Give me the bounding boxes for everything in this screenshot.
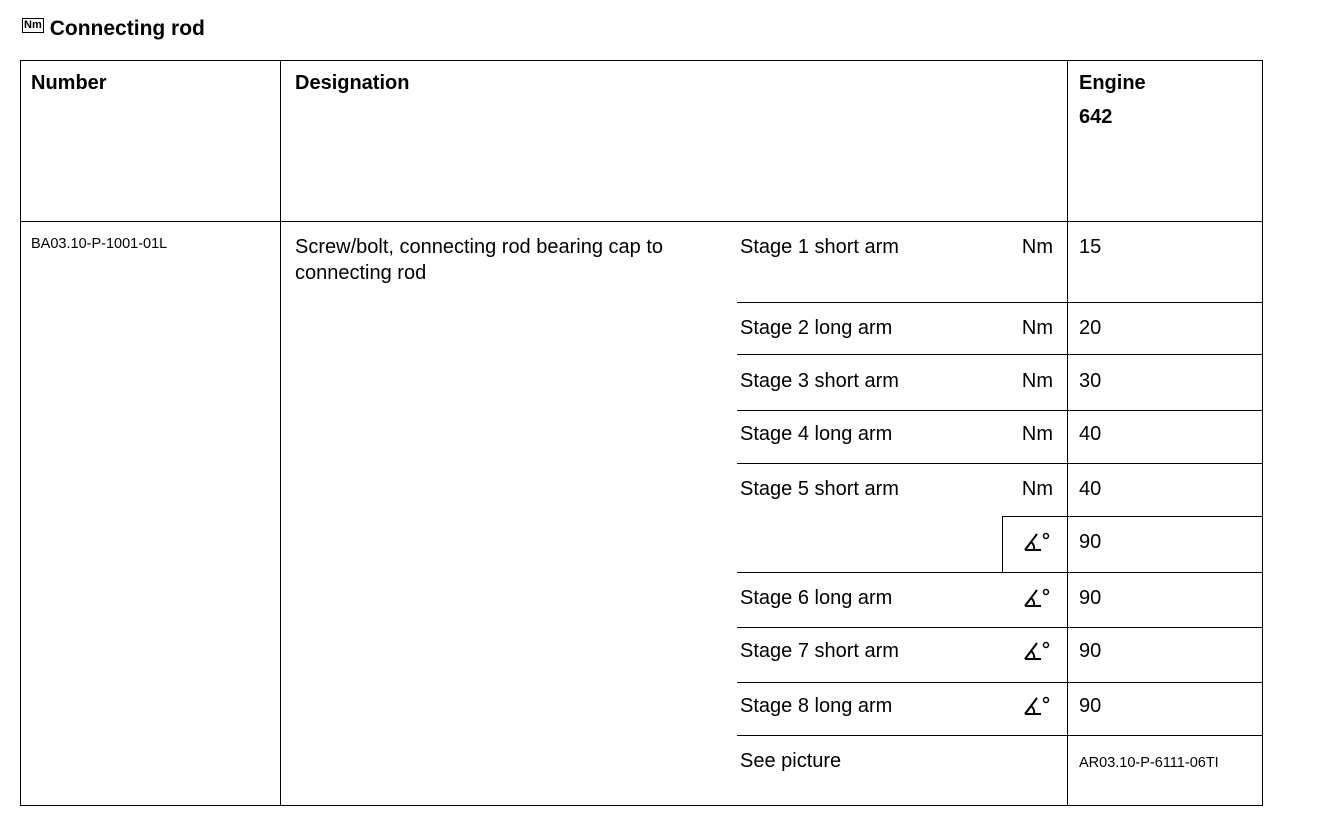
- row-separator: [737, 735, 1263, 736]
- torque-value: 90: [1079, 640, 1102, 662]
- torque-value: 30: [1079, 370, 1102, 392]
- unit-divider-stage5: [1002, 516, 1003, 572]
- stage-label: Stage 7 short arm: [740, 640, 899, 662]
- stage-label: See picture: [740, 750, 842, 772]
- stage-label: Stage 6 long arm: [740, 587, 893, 609]
- header-engine-number: 642: [1079, 106, 1113, 128]
- stage-label: Stage 1 short arm: [740, 236, 899, 258]
- angle-degree-icon: [1022, 639, 1052, 663]
- row-separator: [737, 302, 1263, 303]
- column-divider-engine: [1067, 60, 1068, 806]
- unit-label: Nm: [1021, 423, 1053, 445]
- row-separator: [737, 627, 1263, 628]
- torque-value: 40: [1079, 423, 1102, 445]
- column-divider-number: [280, 60, 281, 806]
- designation-line-1: Screw/bolt, connecting rod bearing cap to: [295, 236, 663, 258]
- torque-value: 90: [1079, 531, 1102, 553]
- row-separator: [737, 682, 1263, 683]
- torque-value: 20: [1079, 317, 1102, 339]
- picture-reference: AR03.10-P-6111-06TI: [1079, 755, 1219, 771]
- unit-label: Nm: [1021, 317, 1053, 339]
- row-separator: [737, 572, 1263, 573]
- part-number: BA03.10-P-1001-01L: [31, 236, 168, 252]
- row-separator: [737, 463, 1263, 464]
- row-separator: [1002, 516, 1263, 517]
- unit-label: Nm: [1021, 236, 1053, 258]
- angle-degree-icon: [1022, 586, 1052, 610]
- stage-label: Stage 4 long arm: [740, 423, 893, 445]
- unit-label: Nm: [1021, 370, 1053, 392]
- torque-value: 90: [1079, 587, 1102, 609]
- row-separator: [737, 410, 1263, 411]
- header-separator: [20, 221, 1263, 222]
- torque-value: 90: [1079, 695, 1102, 717]
- header-engine: Engine: [1079, 72, 1146, 94]
- document-title: Connecting rod: [49, 17, 205, 40]
- torque-value: 15: [1079, 236, 1102, 258]
- stage-label: Stage 5 short arm: [740, 478, 899, 500]
- stage-label: Stage 3 short arm: [740, 370, 899, 392]
- header-number: Number: [31, 72, 107, 94]
- header-designation: Designation: [295, 72, 410, 94]
- angle-degree-icon: [1022, 694, 1052, 718]
- document-title-row: [22, 14, 205, 44]
- unit-label: Nm: [1021, 478, 1053, 500]
- torque-nm-icon: Nm: [24, 18, 42, 31]
- stage-label: Stage 2 long arm: [740, 317, 893, 339]
- stage-label: Stage 8 long arm: [740, 695, 893, 717]
- table-frame: [20, 60, 1263, 806]
- torque-value: 40: [1079, 478, 1102, 500]
- angle-degree-icon: [1022, 530, 1052, 554]
- designation-line-2: connecting rod: [295, 262, 427, 284]
- row-separator: [737, 354, 1263, 355]
